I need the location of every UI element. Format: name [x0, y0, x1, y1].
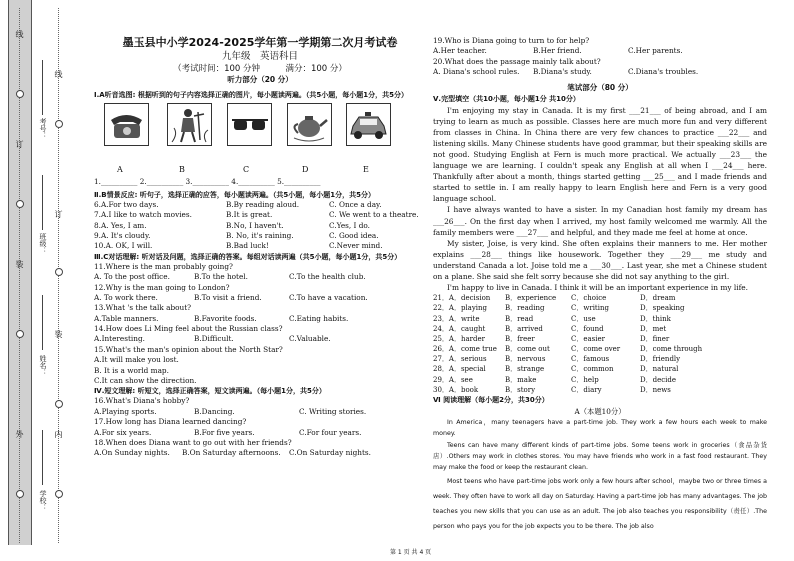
picture-row [94, 103, 426, 185]
hole-circle [55, 120, 63, 128]
question-20-options: A. Diana's school rules. B.Diana's study. C.Diana's troubles. [433, 67, 699, 77]
teapot-icon [287, 103, 332, 146]
cloze-paragraph-1: I'm enjoying my stay in Canada. It is my first ___21___ of being abroad, and I am trying to learn as much as possible. Classes here are much more fun and very different from classes in China. In China there are very few chances to practice ___22___ and listening skills. Many Chinese students have good grammar, but their speaking skills are not good. Studying English at Fern is much more practical. We actually ___23___ the language we are learning. I couldn't speak any English at all when I ___24___ here. Thankfully after about a month, things started getting ___25___ and I made friends and started to settle in. I am really happy to learn English here and Fern is a very good language school. [433, 105, 767, 204]
hole-circle [55, 268, 63, 276]
telephone-icon [104, 103, 149, 146]
section-1-heading: Ⅰ.A听音选图: 根据听到的句子内容选择正确的图片，每小题读两遍。（共5小题，每小题1分，共5分） [94, 91, 409, 100]
cloze-option-row: 27．A．serious B．nervous C．famous D．friendly [433, 355, 681, 364]
exam-time: （考试时间：100 分钟 满分：100 分） [173, 64, 347, 74]
cut-char: 线 [15, 30, 24, 38]
cloze-paragraph-4: I'm happy to live in Canada. I think it will be an important experience in my life. [447, 283, 749, 293]
cloze-option-row: 21．A．decision B．experience C．choice D．dream [433, 294, 676, 303]
cut-char: 装 [54, 330, 63, 338]
question-16-options: A.Playing sports. B.Dancing. C. Writing stories. [94, 406, 367, 416]
question-15-option-b: B. It is a world map. [94, 365, 169, 375]
question-19-stem: 19.Who is Diana going to turn to for help? [433, 36, 590, 45]
hole-circle [16, 200, 24, 208]
question-13-options: A.Table manners. B.Favorite foods. C.Eating habits. [94, 313, 349, 323]
section-4-heading: Ⅳ.短文理解: 听短文，选择正确答案，短文读两遍。（每小题1分，共5分） [94, 387, 326, 396]
exam-number-field[interactable] [42, 60, 43, 115]
pic-label-a: A [117, 165, 123, 175]
question-16-stem: 16.What's Diana's hobby? [94, 396, 190, 406]
cloze-option-row: 23．A．write B．read C．use D．think [433, 314, 671, 323]
pic-label-c: C [243, 165, 250, 175]
binding-band [8, 0, 32, 545]
pic-label-b: B [179, 165, 185, 175]
cloze-option-row: 29．A．see B．make C．help D．decide [433, 375, 677, 384]
listening-heading: 听力部分（20 分） [227, 75, 293, 84]
hole-circle [55, 490, 63, 498]
question-18-options: A.On Sunday nights. B.On Saturday afternoons. C.On Saturday nights. [94, 448, 371, 458]
question-7: 7.A.I like to watch movies. B.It is great. C. We went to a theatre. [94, 210, 419, 220]
cloze-option-row: 22．A．playing B．reading C．writing D．speaking [433, 304, 685, 313]
hole-circle [16, 330, 24, 338]
hole-circle [16, 90, 24, 98]
question-15-option-c: C.It can show the direction. [94, 376, 197, 386]
question-17-stem: 17.How long has Diana learned dancing? [94, 417, 247, 427]
question-15-stem: 15.What's the man's opinion about the North Star? [94, 344, 283, 354]
question-8: 8.A. Yes, I am. B.No, I haven't. C.Yes, I do. [94, 220, 370, 230]
passage-a-heading: A（本题10分） [574, 407, 626, 417]
section-3-heading: Ⅲ.C对话理解: 听对话及问题，选择正确的答案。每组对话读两遍（共5小题，每小题1分，共5分） [94, 252, 402, 261]
cut-char: 线 [54, 70, 63, 78]
hole-circle [16, 490, 24, 498]
cut-char: 订 [54, 210, 63, 218]
cloze-option-row: 25．A．harder B．freer C．easier D．finer [433, 334, 670, 343]
reading-paragraph-1: In America，many teenagers have a part-time job. They work a few hours each week to make money. [433, 419, 767, 438]
answer-blanks[interactable]: 1.__________ 2.__________ 3.__________ 4.__________ 5.__________ [94, 177, 321, 187]
exam-subtitle: 九年级 英语科目 [221, 51, 298, 62]
reading-paragraph-3: Most teens who have part-time jobs work only a few hours after school，maybe two or three times a week. They often have to work all day on Saturday. Having a part-time job has many advantages. The job teaches you new skills that you can use as an adult. The job also teaches you responsibility（责任）.The person who pays you for the job expects you to be there. The job also [433, 477, 767, 530]
cut-char: 外 [15, 430, 24, 438]
hole-circle [55, 400, 63, 408]
written-heading: 笔试部分（80 分） [567, 82, 633, 92]
question-12-options: A. To work there. B.To visit a friend. C.To have a vacation. [94, 292, 368, 302]
right-column [433, 36, 767, 534]
class-field[interactable] [42, 175, 43, 230]
section-2-heading: Ⅱ.B情景反应: 听句子，选择正确的应答，每小题读两遍。（共5小题，每小题1分，共5分） [94, 190, 375, 199]
question-17-options: A.For six years. B.For five years. C.For four years. [94, 427, 362, 437]
school-field[interactable] [42, 430, 43, 485]
question-11-stem: 11.Where is the man probably going? [94, 261, 233, 271]
farmer-icon [167, 103, 212, 146]
school-label: 学校： [39, 490, 47, 511]
question-11-options: A. To the post office. B.To the hotel. C.To the health club. [94, 272, 366, 282]
question-14-options: A.Interesting. B.Difficult. C.Valuable. [94, 334, 331, 344]
sunglasses-icon [227, 103, 272, 146]
class-label: 班级： [39, 233, 47, 254]
cloze-option-row: 28．A．special B．strange C．common D．natural [433, 365, 679, 374]
cloze-options [433, 293, 767, 395]
question-19-options: A.Her teacher. B.Her friend. C.Her parents. [433, 46, 683, 56]
question-18-stem: 18.When does Diana want to go out with her friends? [94, 438, 292, 447]
question-6: 6.A.For two days. B.By reading aloud. C. Once a day. [94, 199, 382, 209]
question-12-stem: 12.Why is the man going to London? [94, 282, 230, 292]
cloze-paragraph-2: I have always wanted to have a sister. In my Canadian host family my dream has ___26___. On the first day when I arrived, my host family welcomed me warmly. All the family members were ___27___ and helpful, and they made me feel at home at once. [433, 205, 767, 237]
section-6-heading: Ⅵ 阅读理解（每小题2分，共30分） [433, 396, 549, 405]
name-field[interactable] [42, 295, 43, 350]
question-10: 10.A. OK, I will. B.Bad luck! C.Never mind. [94, 241, 383, 251]
exam-title: 墨玉县中小学2024-2025学年第一学期第二次月考试卷 [122, 36, 398, 49]
question-9: 9.A. It's cloudy. B. No, it's raining. C. Good idea. [94, 230, 379, 240]
section-5-heading: Ⅴ.完型填空（共10小题，每小题1分 共10分） [433, 94, 580, 103]
reading-paragraph-2: Teens can have many different kinds of part-time jobs. Some teens work in groceries（食品杂货店）.Others may work in clothes stores. You may have friends who work in a fast food restaurant. They may make the food or keep the restaurant clean. [433, 441, 767, 472]
left-column [94, 36, 426, 459]
name-label: 姓名： [39, 355, 47, 376]
police-car-icon [346, 103, 391, 146]
cloze-paragraph-3: My sister, Joise, is very kind. She often explains their manners to me. Her mother explains ___28___ things like housework. Together they ___29___ me study and understand Canada a lot. Joise told me a ___30___. Last year, she met a Chinese student on a plane. She said she felt sorry because she did not say anything to the girl. [433, 238, 767, 281]
cloze-option-row: 30．A．book B．story C．diary D．news [433, 385, 671, 394]
cut-char: 内 [54, 430, 63, 438]
cut-char: 订 [15, 140, 24, 148]
pic-label-d: D [302, 165, 309, 175]
pic-label-e: E [363, 165, 369, 175]
cloze-option-row: 24．A．caught B．arrived C．found D．met [433, 324, 667, 333]
question-13-stem: 13.What 's the talk about? [94, 303, 192, 313]
exam-number-label: 考号： [39, 118, 47, 139]
cloze-option-row: 26．A．come true B．come out C．come over D．come through [433, 345, 703, 354]
question-20-stem: 20.What does the passage mainly talk about? [433, 56, 601, 66]
question-14-stem: 14.How does Li Ming feel about the Russian class? [94, 324, 283, 334]
binding-margin [0, 0, 88, 561]
question-15-option-a: A.It will make you lost. [94, 355, 179, 365]
page-footer: 第 1 页 共 4 页 [390, 549, 432, 556]
cut-line-outer [19, 8, 20, 543]
cut-char: 装 [15, 260, 24, 268]
